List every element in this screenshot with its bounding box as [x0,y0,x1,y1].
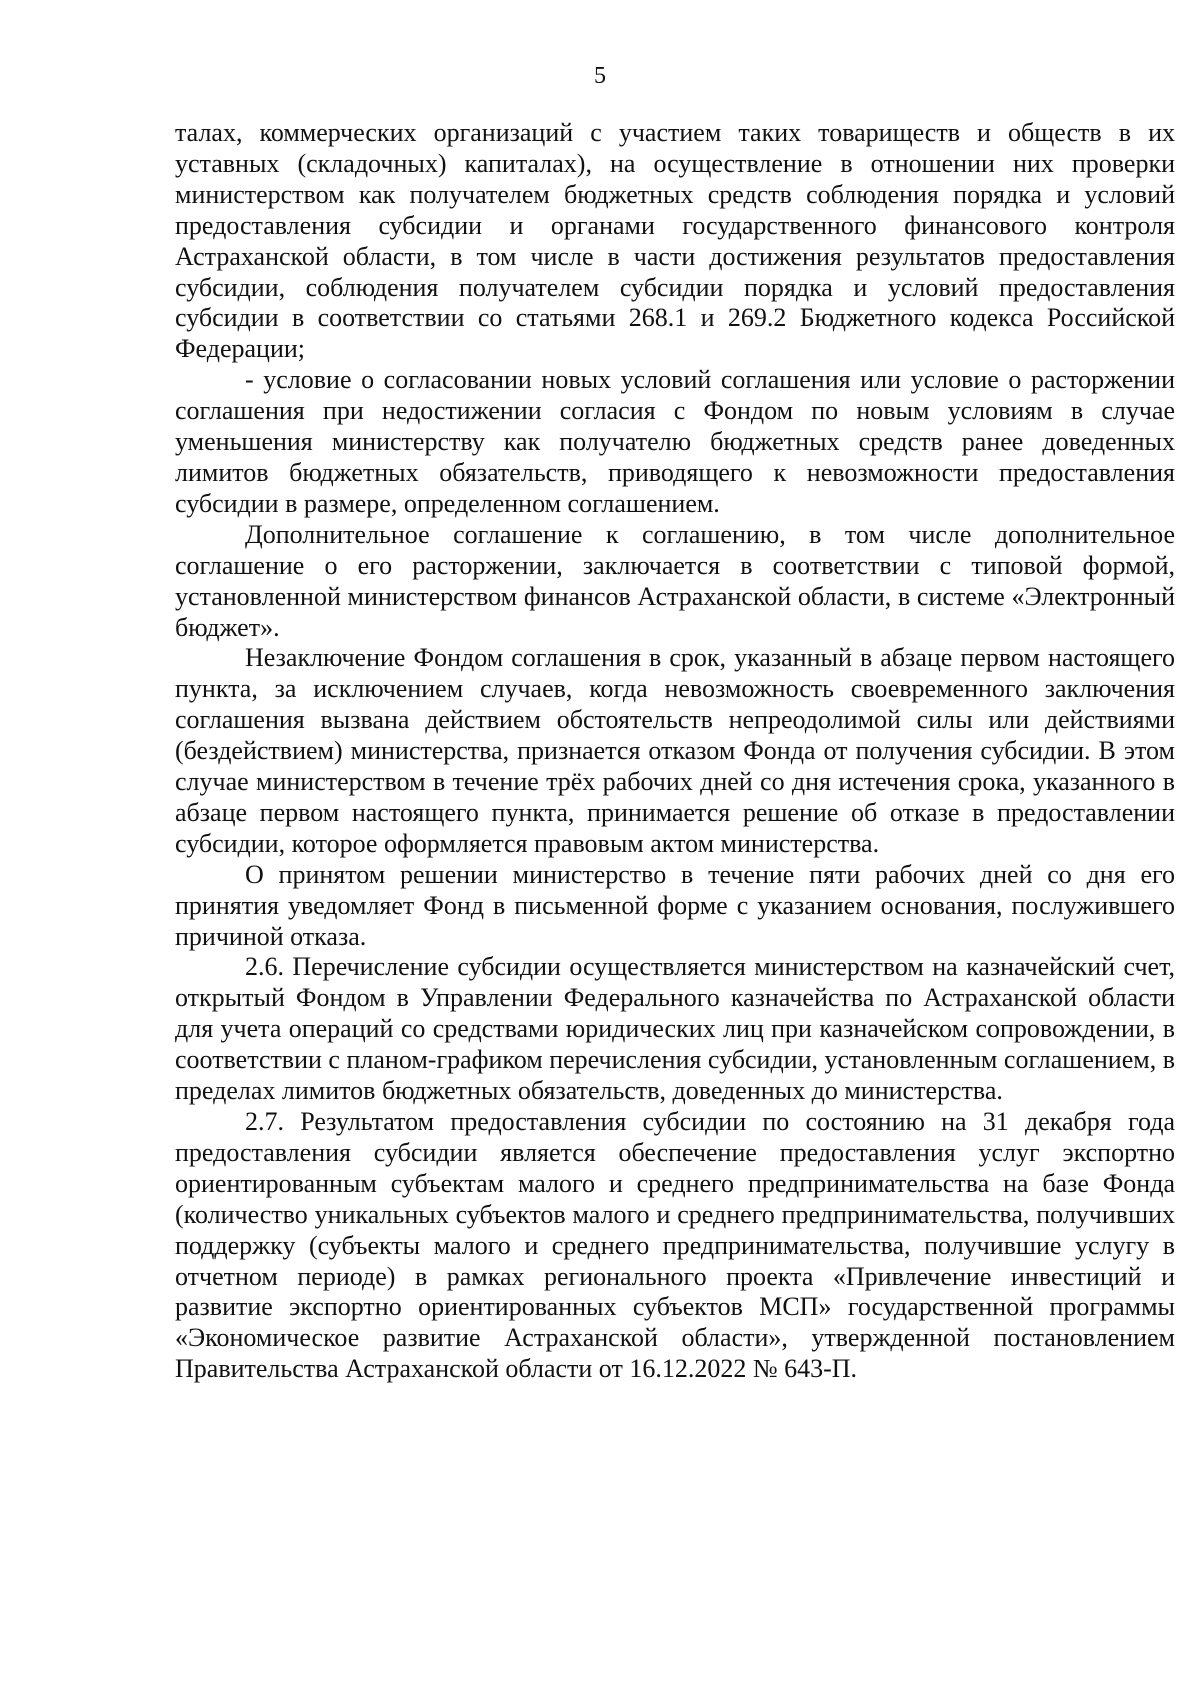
paragraph-section-2-7-result: 2.7. Результатом предоставления субсидии по состоянию на 31 декабря года предоставления субсидии является обеспечение предоставления услуг экспортно ориентированным субъектам малого и среднего предпринимательства на базе Фонда (количество уникальных субъектов малого и среднего предпринимательства, получивших поддержку (субъекты малого и среднего предпринимательства, получившие услугу в отчетном периоде) в рамках регионального проекта «Привлечение инвестиций и развитие экспортно ориентированных субъектов МСП» государственной программы «Экономическое развитие Астраханской области», утвержденной постановлением Правительства Астраханской области от 16.12.2022 № 643-П. [175,1107,1175,1384]
paragraph-agreement-renegotiation-condition: - условие о согласовании новых условий соглашения или условие о расторжении соглашения при недостижении согласия с Фондом по новым условиям в случае уменьшения министерству как получателю бюджетных средств ранее доведенных лимитов бюджетных обязательств, приводящего к невозможности предоставления субсидии в размере, определенном соглашением. [175,365,1175,518]
paragraph-supplementary-agreement: Дополнительное соглашение к соглашению, в том числе дополнительное соглашение о его расторжении, заключается в соответствии с типовой формой, установленной министерством финансов Астраханской области, в системе «Электронный бюджет». [175,519,1175,642]
paragraph-section-2-6-transfer: 2.6. Перечисление субсидии осуществляется министерством на казначейский счет, открытый Фондом в Управлении Федерального казначейства по Астраханской области для учета операций со средствами юридических лиц при казначейском сопровождении, в соответствии с планом-графиком перечисления субсидии, установленным соглашением, в пределах лимитов бюджетных обязательств, доведенных до министерства. [175,952,1175,1106]
paragraph-control-consent-continuation: талах, коммерческих организаций с участием таких товариществ и обществ в их уставных (складочных) капиталах), на осуществление в отношении них проверки министерством как получателем бюджетных средств соблюдения порядка и условий предоставления субсидии и органами государственного финансового контроля Астраханской области, в том числе в части достижения результатов предоставления субсидии, соблюдения получателем субсидии порядка и условий предоставления субсидии в соответствии со статьями 268.1 и 269.2 Бюджетного кодекса Российской Федерации; [175,118,1175,364]
paragraph-decision-notification: О принятом решении министерство в течение пяти рабочих дней со дня его принятия уведомляет Фонд в письменной форме с указанием основания, послужившего причиной отказа. [175,859,1175,951]
page-number: 5 [594,63,606,89]
paragraph-non-conclusion-refusal: Незаключение Фондом соглашения в срок, указанный в абзаце первом настоящего пункта, за исключением случаев, когда невозможность своевременного заключения соглашения вызвана действием обстоятельств непреодолимой силы или действиями (бездействием) министерства, признается отказом Фонда от получения субсидии. В этом случае министерством в течение трёх рабочих дней со дня истечения срока, указанного в абзаце первом настоящего пункта, принимается решение об отказе в предоставлении субсидии, которое оформляется правовым актом министерства. [175,643,1175,858]
document-body [175,118,1175,1385]
